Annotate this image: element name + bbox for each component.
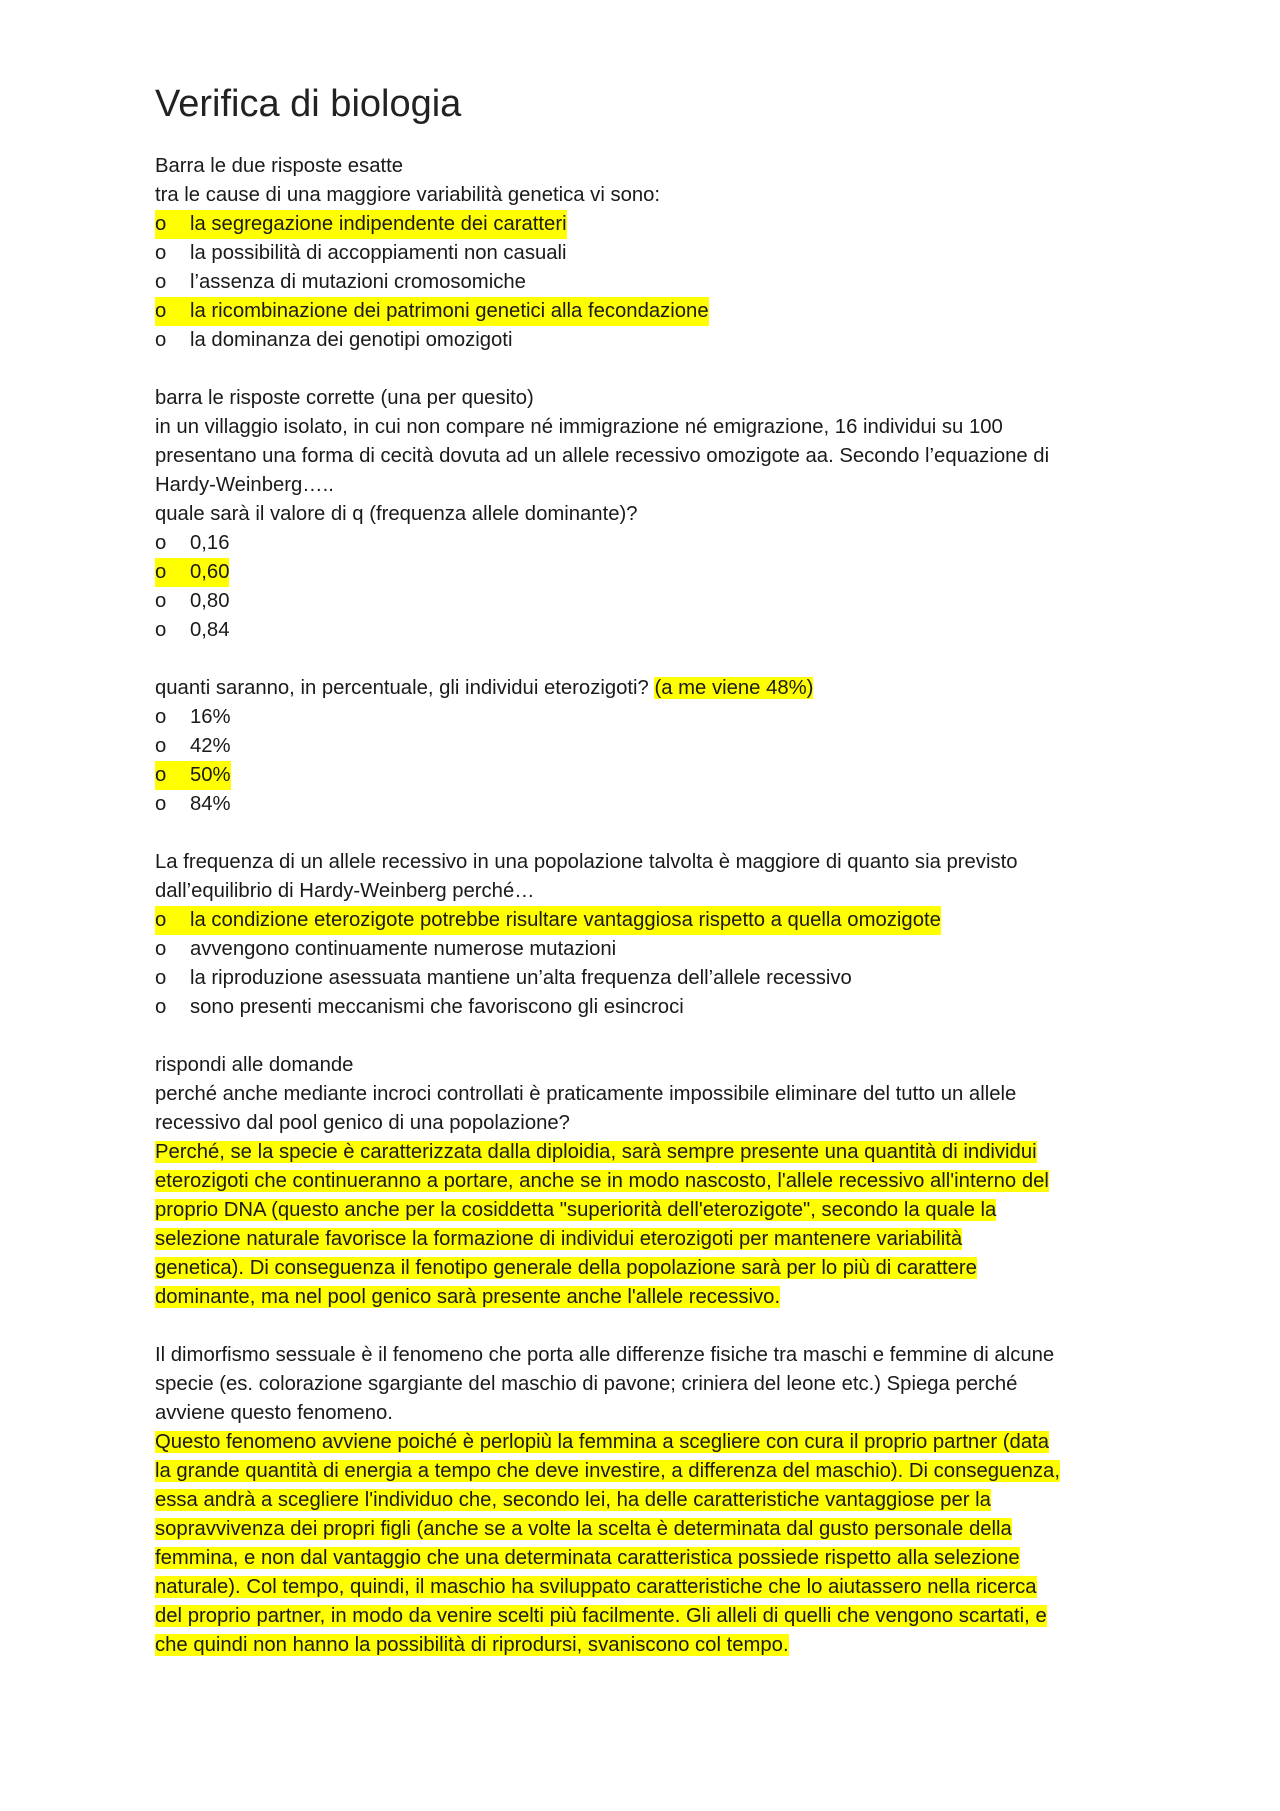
- q5-question-line: perché anche mediante incroci controllati è praticamente impossibile eliminare del tutto un allele: [155, 1083, 1017, 1105]
- q6-question-line: avviene questo fenomeno.: [155, 1402, 393, 1424]
- bullet: o: [155, 909, 167, 931]
- bullet: o: [155, 764, 167, 786]
- q5-answer-line: [155, 1225, 1145, 1254]
- q1-option-5: [155, 326, 1145, 355]
- q5-answer-line: [155, 1196, 1145, 1225]
- q5-answer-line: [155, 1283, 1145, 1312]
- bullet: o: [155, 619, 167, 641]
- q4-option-3: [155, 964, 1145, 993]
- spacer: [155, 819, 1145, 848]
- q6-answer-line: [155, 1544, 1145, 1573]
- answer-text: proprio DNA (questo anche per la cosiddetta "superiorità dell'eterozigote", secondo la quale la: [155, 1199, 997, 1221]
- q2-stem-line: Hardy-Weinberg…..: [155, 474, 334, 496]
- option-text: 0,84: [190, 619, 230, 641]
- option-text: 0,80: [190, 590, 230, 612]
- question-2: [155, 384, 1145, 645]
- answer-text: del proprio partner, in modo da venire scelti più facilmente. Gli alleli di quelli che vengono scartati, e: [155, 1605, 1047, 1627]
- q5-question-line: recessivo dal pool genico di una popolazione?: [155, 1112, 570, 1134]
- answer-text: Perché, se la specie è caratterizzata dalla diploidia, sarà sempre presente una quantità di individui: [155, 1141, 1037, 1163]
- question-4: [155, 848, 1145, 1022]
- q3-highlighted-note: (a me viene 48%): [654, 677, 814, 699]
- q6-question-line: specie (es. colorazione sgargiante del maschio di pavone; criniera del leone etc.) Spiega perché: [155, 1373, 1018, 1395]
- bullet: o: [155, 213, 167, 235]
- question-1: [155, 152, 1145, 355]
- bullet: o: [155, 300, 167, 322]
- answer-text: dominante, ma nel pool genico sarà presente anche l'allele recessivo.: [155, 1286, 781, 1308]
- option-text: la possibilità di accoppiamenti non casuali: [190, 242, 567, 264]
- answer-text: la grande quantità di energia a tempo che deve investire, a differenza del maschio). Di conseguenza,: [155, 1460, 1060, 1482]
- answer-text: sopravvivenza dei propri figli (anche se a volte la scelta è determinata dal gusto personale della: [155, 1518, 1012, 1540]
- document-content: [155, 78, 1145, 1660]
- bullet: o: [155, 967, 167, 989]
- q3-question-text: quanti saranno, in percentuale, gli individui eterozigoti?: [155, 677, 655, 699]
- answer-text: femmina, e non dal vantaggio che una determinata caratteristica possiede rispetto alla selezione: [155, 1547, 1020, 1569]
- spacer: [155, 645, 1145, 674]
- option-text: 16%: [190, 706, 231, 728]
- q4-question-line: La frequenza di un allele recessivo in una popolazione talvolta è maggiore di quanto sia previsto: [155, 851, 1018, 873]
- q1-option-4: [155, 297, 709, 326]
- bullet: o: [155, 271, 167, 293]
- q3-option-1: [155, 703, 1145, 732]
- bullet: o: [155, 706, 167, 728]
- option-text: 0,60: [190, 561, 230, 583]
- question-5: [155, 1051, 1145, 1312]
- q6-question-line: Il dimorfismo sessuale è il fenomeno che porta alle differenze fisiche tra maschi e femmine di alcune: [155, 1344, 1055, 1366]
- question-3: [155, 674, 1145, 819]
- option-text: 50%: [190, 764, 231, 786]
- q4-option-2: [155, 935, 1145, 964]
- q6-answer-line: [155, 1428, 1145, 1457]
- bullet: o: [155, 938, 167, 960]
- option-text: 0,16: [190, 532, 230, 554]
- option-text: sono presenti meccanismi che favoriscono gli esincroci: [190, 996, 684, 1018]
- option-text: la condizione eterozigote potrebbe risultare vantaggiosa rispetto a quella omozigote: [190, 909, 941, 931]
- option-text: avvengono continuamente numerose mutazioni: [190, 938, 617, 960]
- q4-option-4: [155, 993, 1145, 1022]
- q6-answer-line: [155, 1631, 1145, 1660]
- question-6: [155, 1341, 1145, 1660]
- spacer: [155, 355, 1145, 384]
- q3-option-2: [155, 732, 1145, 761]
- q5-answer-line: [155, 1254, 1145, 1283]
- bullet: o: [155, 793, 167, 815]
- option-text: l’assenza di mutazioni cromosomiche: [190, 271, 526, 293]
- spacer: [155, 1312, 1145, 1341]
- bullet: o: [155, 996, 167, 1018]
- q6-answer-line: [155, 1573, 1145, 1602]
- answer-text: naturale). Col tempo, quindi, il maschio ha sviluppato caratteristiche che lo aiutassero nella ricerca: [155, 1576, 1037, 1598]
- spacer: [155, 1022, 1145, 1051]
- q2-option-3: [155, 587, 1145, 616]
- q2-option-2: [155, 558, 229, 587]
- q5-answer-line: [155, 1138, 1145, 1167]
- answer-text: che quindi non hanno la possibilità di riprodursi, svaniscono col tempo.: [155, 1634, 789, 1656]
- bullet: o: [155, 735, 167, 757]
- q2-option-1: [155, 529, 1145, 558]
- bullet: o: [155, 590, 167, 612]
- answer-text: selezione naturale favorisce la formazione di individui eterozigoti per mantenere variabilità: [155, 1228, 963, 1250]
- answer-text: genetica). Di conseguenza il fenotipo generale della popolazione sarà per lo più di carattere: [155, 1257, 977, 1279]
- q6-answer-line: [155, 1515, 1145, 1544]
- q6-answer-line: [155, 1486, 1145, 1515]
- q2-instruction: barra le risposte corrette (una per quesito): [155, 387, 534, 409]
- q1-option-1: [155, 210, 567, 239]
- page-title: Verifica di biologia: [155, 83, 462, 125]
- q6-answer-line: [155, 1602, 1145, 1631]
- q2-stem-line: in un villaggio isolato, in cui non compare né immigrazione né emigrazione, 16 individui su 100: [155, 416, 1003, 438]
- option-text: la ricombinazione dei patrimoni genetici alla fecondazione: [190, 300, 709, 322]
- q3-question: [155, 674, 1145, 703]
- q1-instruction: Barra le due risposte esatte: [155, 155, 404, 177]
- q6-answer-line: [155, 1457, 1145, 1486]
- option-text: la dominanza dei genotipi omozigoti: [190, 329, 513, 351]
- q4-question-line: dall’equilibrio di Hardy-Weinberg perché…: [155, 880, 535, 902]
- q2-stem-line: quale sarà il valore di q (frequenza allele dominante)?: [155, 503, 638, 525]
- q3-option-4: [155, 790, 1145, 819]
- q3-option-3: [155, 761, 231, 790]
- option-text: la segregazione indipendente dei caratteri: [190, 213, 567, 235]
- option-text: 42%: [190, 735, 231, 757]
- q2-option-4: [155, 616, 1145, 645]
- option-text: 84%: [190, 793, 231, 815]
- q2-stem-line: presentano una forma di cecità dovuta ad un allele recessivo omozigote aa. Secondo l’equazione di: [155, 445, 1050, 467]
- bullet: o: [155, 242, 167, 264]
- answer-text: Questo fenomeno avviene poiché è perlopiù la femmina a scegliere con cura il proprio partner (data: [155, 1431, 1050, 1453]
- q4-option-1: [155, 906, 941, 935]
- q1-option-3: [155, 268, 1145, 297]
- bullet: o: [155, 532, 167, 554]
- answer-text: essa andrà a scegliere l'individuo che, secondo lei, ha delle caratteristiche vantaggiose per la: [155, 1489, 991, 1511]
- q5-instruction: rispondi alle domande: [155, 1054, 354, 1076]
- q1-option-2: [155, 239, 1145, 268]
- bullet: o: [155, 329, 167, 351]
- q1-question: tra le cause di una maggiore variabilità genetica vi sono:: [155, 184, 661, 206]
- q5-answer-line: [155, 1167, 1145, 1196]
- answer-text: eterozigoti che continueranno a portare, anche se in modo nascosto, l'allele recessivo all'interno del: [155, 1170, 1049, 1192]
- option-text: la riproduzione asessuata mantiene un’alta frequenza dell’allele recessivo: [190, 967, 852, 989]
- bullet: o: [155, 561, 167, 583]
